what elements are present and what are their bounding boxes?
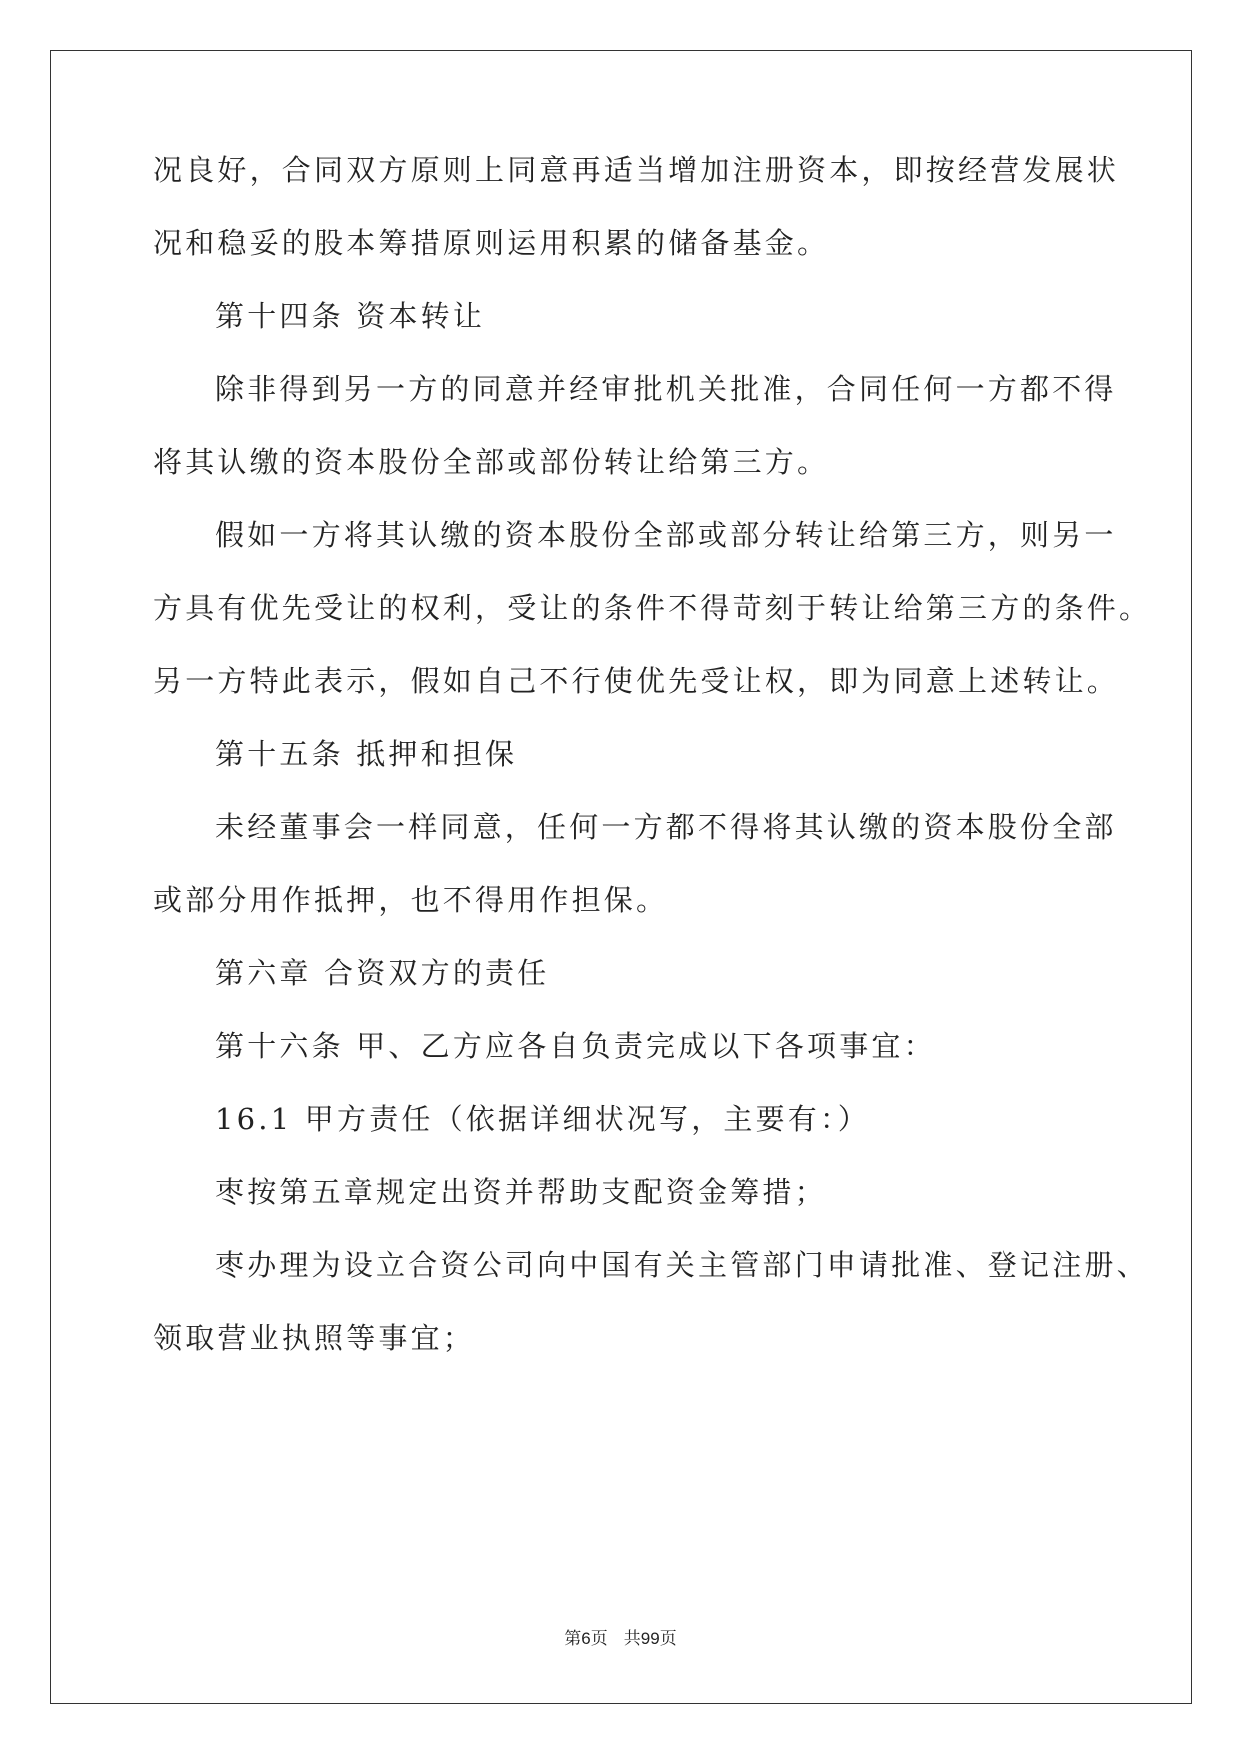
- body-text-line: 未经董事会一样同意，任何一方都不得将其认缴的资本股份全部: [215, 810, 1117, 844]
- page-footer: [0, 1628, 1241, 1650]
- body-text-line: 领取营业执照等事宜；: [153, 1321, 476, 1355]
- body-text-line: 枣按第五章规定出资并帮助支配资金筹措；: [215, 1175, 827, 1209]
- footer-page-suffix: 页: [590, 1629, 608, 1649]
- body-text-line: 方具有优先受让的权利，受让的条件不得苛刻于转让给第三方的条件。: [153, 591, 1152, 625]
- body-text-line: 假如一方将其认缴的资本股份全部或部分转让给第三方，则另一: [215, 518, 1117, 552]
- footer-page-number: 6: [581, 1629, 591, 1648]
- section-heading: 16.1 甲方责任（依据详细状况写，主要有：）: [215, 1102, 870, 1136]
- body-text-line: 况良好，合同双方原则上同意再适当增加注册资本，即按经营发展状: [153, 153, 1120, 187]
- article-heading: 第十六条 甲、乙方应各自负责完成以下各项事宜：: [215, 1029, 936, 1063]
- body-text-line: 另一方特此表示，假如自己不行使优先受让权，即为同意上述转让。: [153, 664, 1120, 698]
- body-text-line: 将其认缴的资本股份全部或部份转让给第三方。: [153, 445, 830, 479]
- body-text-line: 枣办理为设立合资公司向中国有关主管部门申请批准、登记注册、: [215, 1248, 1149, 1282]
- footer-page-prefix: 第: [564, 1629, 582, 1649]
- body-text-line: 况和稳妥的股本筹措原则运用积累的储备基金。: [153, 226, 830, 260]
- footer-total-prefix: 共: [623, 1629, 641, 1649]
- body-text-line: 除非得到另一方的同意并经审批机关批准，合同任何一方都不得: [215, 372, 1117, 406]
- footer-total-suffix: 页: [659, 1629, 677, 1649]
- footer-total-number: 99: [640, 1629, 660, 1648]
- body-text-line: 或部分用作抵押，也不得用作担保。: [153, 883, 669, 917]
- chapter-heading: 第六章 合资双方的责任: [215, 956, 550, 990]
- article-heading: 第十五条 抵押和担保: [215, 737, 518, 771]
- article-heading: 第十四条 资本转让: [215, 299, 486, 333]
